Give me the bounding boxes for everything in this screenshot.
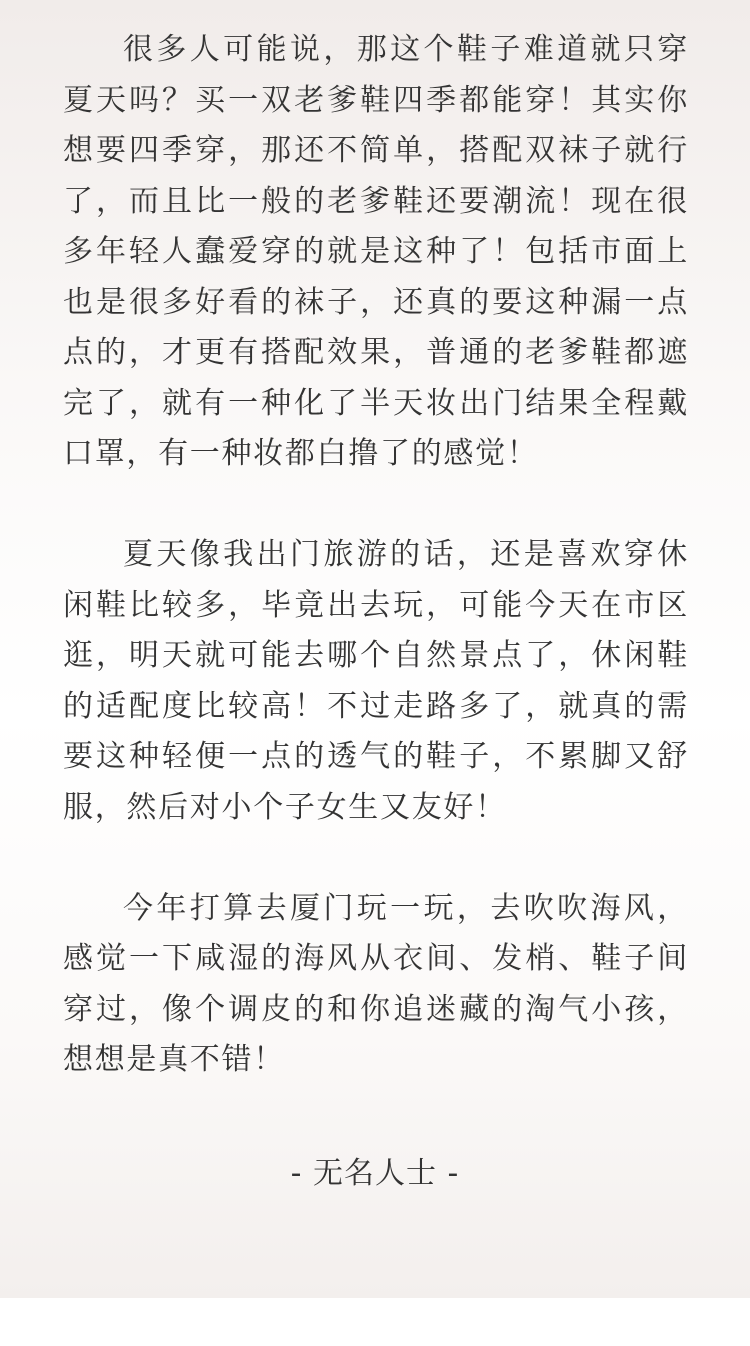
bottom-whitespace <box>0 1298 750 1346</box>
paragraph-1: 很多人可能说，那这个鞋子难道就只穿夏天吗？买一双老爹鞋四季都能穿！其实你想要四季穿，那还不简单，搭配双袜子就行了，而且比一般的老爹鞋还要潮流！现在很多年轻人蠢爱穿的就是这种了！包括市面上也是很多好看的袜子，还真的要这种漏一点点的，才更有搭配效果，普通的老爹鞋都遮完了，就有一种化了半天妆出门结果全程戴口罩，有一种妆都白撸了的感觉！ <box>63 32 689 471</box>
paragraph-2: 夏天像我出门旅游的话，还是喜欢穿休闲鞋比较多，毕竟出去玩，可能今天在市区逛，明天就可能去哪个自然景点了，休闲鞋的适配度比较高！不过走路多了，就真的需要这种轻便一点的透气的鞋子，不累脚又舒服，然后对小个子女生又友好！ <box>63 537 689 825</box>
article-body <box>63 25 689 1086</box>
paragraph-3: 今年打算去厦门玩一玩，去吹吹海风，感觉一下咸湿的海风从衣间、发梢、鞋子间穿过，像个调皮的和你追迷藏的淘气小孩，想想是真不错！ <box>63 890 689 1077</box>
author-signature: - 无名人士 - <box>290 1156 460 1191</box>
